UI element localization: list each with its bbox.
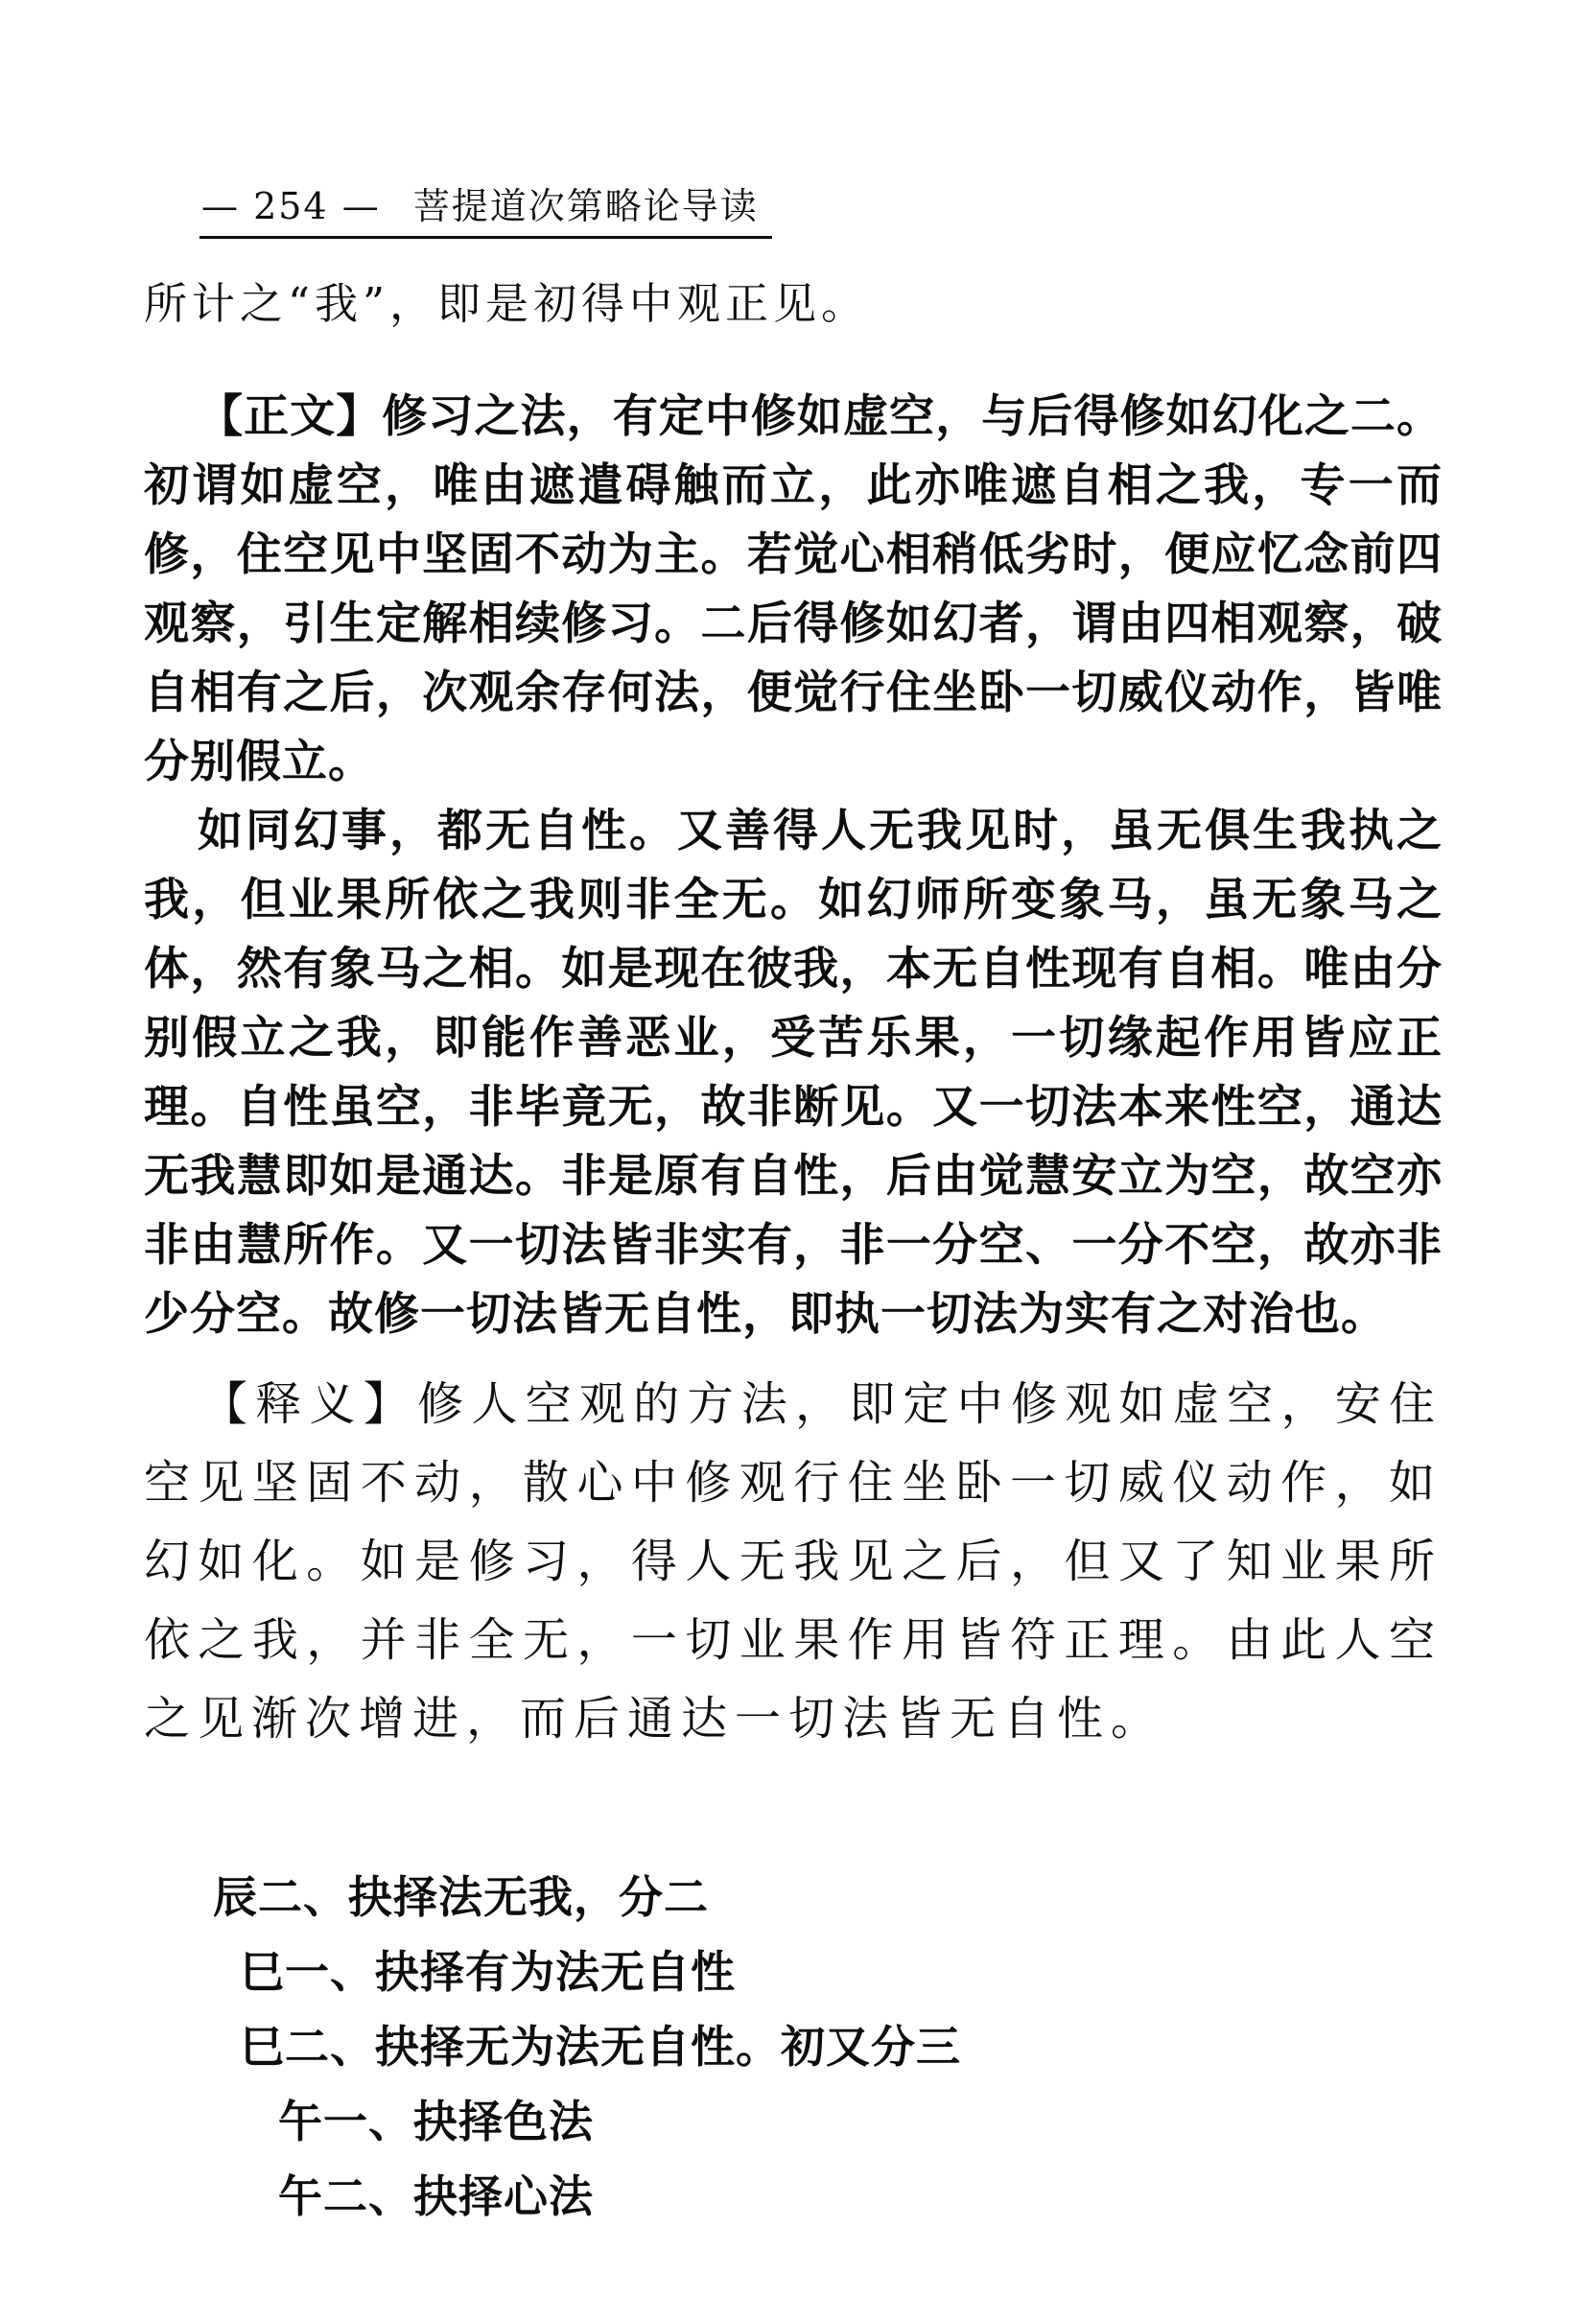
running-title: 菩提道次第略论导读: [412, 185, 759, 227]
outline-heading-wu-2: 午二、抉择心法: [278, 2170, 594, 2222]
page-number: — 254 —: [201, 185, 381, 227]
zhengwen-paragraph-2: 如同幻事，都无自性。又善得人无我见时，虽无俱生我执之我，但业果所依之我则非全无。如幻师所变象马，虽无象马之体，然有象马之相。如是现在彼我，本无自性现有自相。唯由分别假立之我，即能作善恶业，受苦乐果，一切缘起作用皆应正理。自性虽空，非毕竟无，故非断见。又一切法本来性空，通达无我慧即如是通达。非是原有自性，后由觉慧安立为空，故空亦非由慧所作。又一切法皆非实有，非一分空、一分不空，故亦非少分空。故修一切法皆无自性，即执一切法为实有之对治也。: [144, 805, 1443, 1341]
outline-section: [144, 1860, 1443, 2234]
outline-heading-si-2: 巳二、抉择无为法无自性。初又分三: [240, 2021, 961, 2073]
carryover-line: 所计之“我”，即是初得中观正见。: [144, 278, 870, 329]
outline-heading-si-1: 巳一、抉择有为法无自性: [240, 1946, 736, 1998]
outline-heading-wu-1: 午一、抉择色法: [278, 2096, 594, 2147]
zhengwen-paragraph-1: 【正文】修习之法，有定中修如虚空，与后得修如幻化之二。初谓如虚空，唯由遮遣碍触而立，此亦唯遮自相之我，专一而修，住空见中坚固不动为主。若觉心相稍低劣时，便应忆念前四观察，引生定解相续修习。二后得修如幻者，谓由四相观察，破自相有之后，次观余存何法，便觉行住坐卧一切威仪动作，皆唯分别假立。: [144, 390, 1443, 788]
outline-heading-chen-2: 辰二、抉择法无我，分二: [213, 1871, 709, 1923]
page-header: [200, 182, 772, 239]
shiyi-paragraph: 【释义】修人空观的方法，即定中修观如虚空，安住空见坚固不动，散心中修观行住坐卧一切威仪动作，如幻如化。如是修习，得人无我见之后，但又了知业果所依之我，并非全无，一切业果作用皆符正理。由此人空之见渐次增进，而后通达一切法皆无自性。: [144, 1377, 1443, 1746]
